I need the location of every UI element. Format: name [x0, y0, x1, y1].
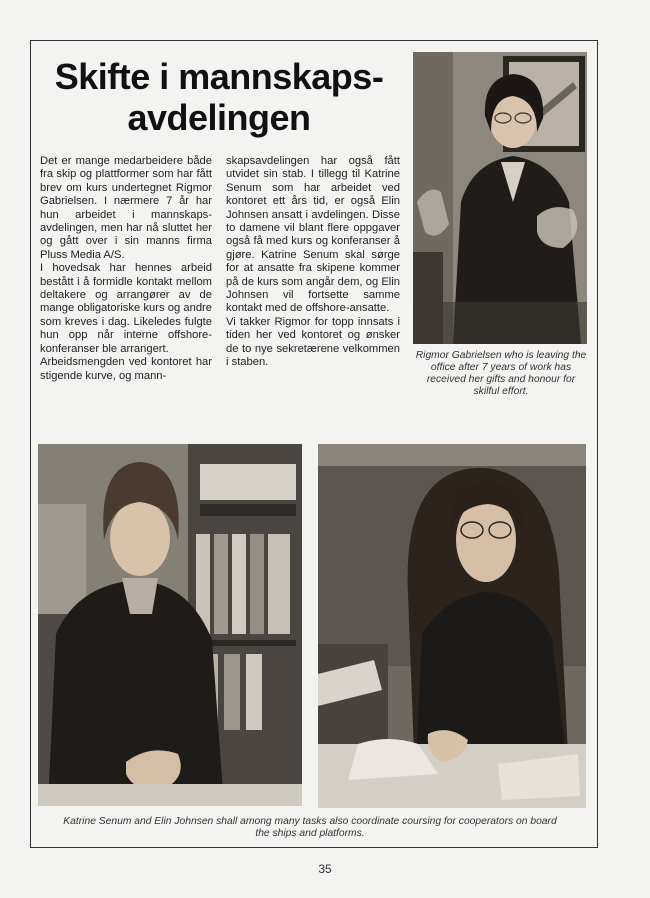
photo-caption-top: Rigmor Gabrielsen who is leaving the office after 7 years of work has received her gifts and honour for skilful effort. — [415, 350, 587, 397]
paragraph: I hovedsak har hennes arbeid bestått i å formidle kontakt mellom deltakere og arrangører av de mange obligatoriske kurs og andre som kreves i dag. Likeledes fulgte hun opp når interne offshore-konferanser ble arrangert. — [40, 262, 212, 355]
photo-rigmor-gabrielsen — [413, 52, 587, 344]
title-line-1: Skifte i mannskaps- — [54, 56, 384, 97]
article-title — [44, 56, 394, 138]
paragraph: Det er mange medarbeidere både fra skip og plattformer som har fått brev om kurs undertegnet Rigmor Gabrielsen. I nærmere 7 år har hun arbeidet i mannskaps-avdelingen, men har nå sluttet her og gått over i sin manns firma Pluss Media A/S. — [40, 155, 212, 261]
photo-elin-johnsen — [318, 444, 586, 808]
title-line-2: avdelingen — [127, 97, 311, 138]
paragraph: Arbeidsmengden ved kontoret har stigende kurve, og mann- — [40, 356, 212, 382]
paragraph: Vi takker Rigmor for topp innsats i tiden her ved kontoret og ønsker de to nye sekretærene velkommen i staben. — [226, 315, 400, 369]
paragraph: skapsavdelingen har også fått utvidet sin stab. I tillegg til Katrine Senum som har arbeidet ved kontoret ett års tid, er også Elin Johnsen ansatt i avdelingen. Disse to damene vil blant flere oppgaver også få med kurs og konferanser å gjøre. Katrine Senum skal sørge for at ansatte fra skipene kommer på de kurs som angår dem, og Elin Johnsen vil fortsette samme kontakt med de offshore-ansatte. — [226, 155, 400, 315]
photo-caption-bottom: Katrine Senum and Elin Johnsen shall among many tasks also coordinate coursing for cooperators on board the ships and platforms. — [63, 816, 557, 839]
article-column-left — [40, 155, 212, 383]
article-column-middle — [226, 155, 400, 370]
page-number: 35 — [318, 862, 332, 876]
photo-katrine-senum — [38, 444, 302, 806]
